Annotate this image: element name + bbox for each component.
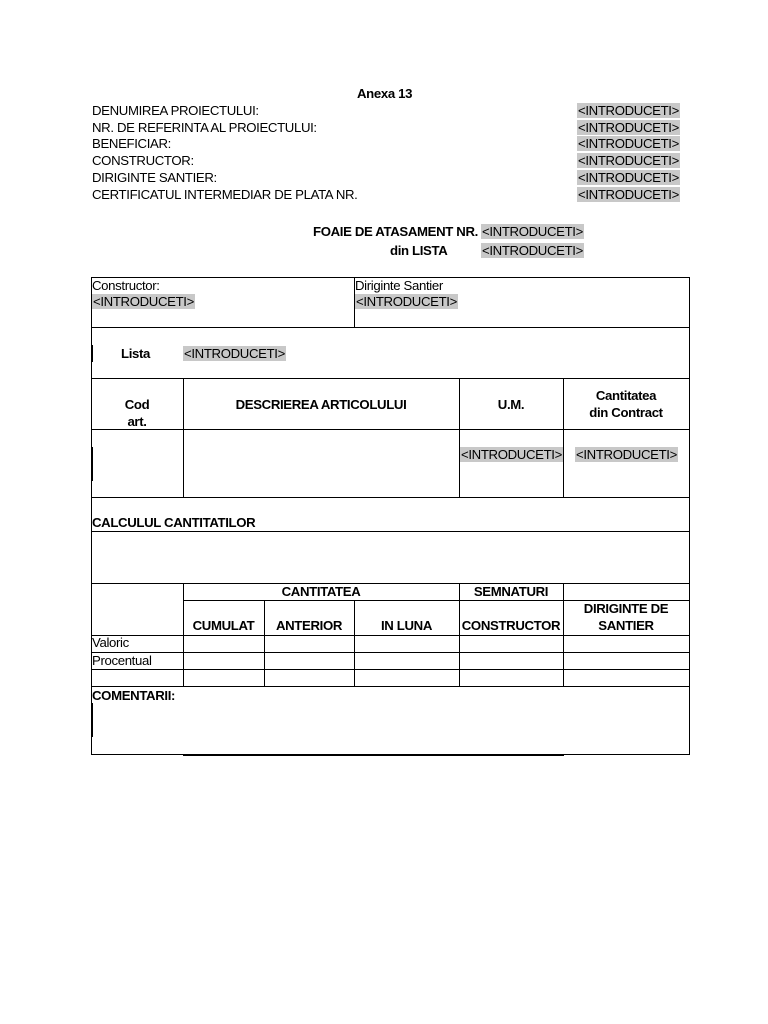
col-header-cantitate: Cantitatea xyxy=(595,388,657,403)
comentarii-label: COMENTARII: xyxy=(92,688,176,703)
table-accent-line xyxy=(92,345,93,362)
diriginte-col-header: DIRIGINTE DE xyxy=(583,601,669,616)
header-label-certificat: CERTIFICATUL INTERMEDIAR DE PLATA NR. xyxy=(92,187,358,202)
table-divider xyxy=(91,327,690,328)
table-divider xyxy=(91,635,690,636)
col-header-descriere: DESCRIEREA ARTICOLULUI xyxy=(235,397,407,412)
header-value-referinta[interactable]: <INTRODUCETI> xyxy=(578,120,679,135)
header-label-diriginte: DIRIGINTE SANTIER: xyxy=(92,170,217,185)
row-label-procentual: Procentual xyxy=(92,653,152,668)
table-column-line xyxy=(354,600,355,686)
table-column-line xyxy=(183,583,184,686)
header-label-referinta: NR. DE REFERINTA AL PROIECTULUI: xyxy=(92,120,317,135)
table-column-line xyxy=(563,583,564,686)
header-value-denumire[interactable]: <INTRODUCETI> xyxy=(578,103,679,118)
table-border-right xyxy=(689,277,690,754)
header-value-diriginte[interactable]: <INTRODUCETI> xyxy=(578,170,679,185)
sheet-title-label: FOAIE DE ATASAMENT NR. xyxy=(313,224,478,239)
anterior-header: ANTERIOR xyxy=(275,618,343,633)
diriginte-value[interactable]: <INTRODUCETI> xyxy=(356,294,457,309)
um-value[interactable]: <INTRODUCETI> xyxy=(461,447,562,462)
sheet-title-value[interactable]: <INTRODUCETI> xyxy=(482,224,583,239)
sheet-list-label: din LISTA xyxy=(390,243,448,258)
table-divider xyxy=(91,497,690,498)
sheet-list-value[interactable]: <INTRODUCETI> xyxy=(482,243,583,258)
constructor-label: Constructor: xyxy=(92,278,160,293)
col-header-art: art. xyxy=(127,414,147,429)
header-label-beneficiar: BENEFICIAR: xyxy=(92,136,171,151)
col-header-um: U.M. xyxy=(497,397,525,412)
header-label-denumire: DENUMIREA PROIECTULUI: xyxy=(92,103,259,118)
lista-value[interactable]: <INTRODUCETI> xyxy=(184,346,285,361)
semnaturi-header: SEMNATURI xyxy=(473,584,549,599)
table-divider xyxy=(91,652,690,653)
table-column-line xyxy=(183,378,184,497)
constructor-col-header: CONSTRUCTOR xyxy=(461,618,561,633)
cantitate-value[interactable]: <INTRODUCETI> xyxy=(576,447,677,462)
diriginte-label: Diriginte Santier xyxy=(355,278,443,293)
col-header-contract: din Contract xyxy=(589,405,663,420)
table-column-line xyxy=(264,600,265,686)
in-luna-header: IN LUNA xyxy=(380,618,433,633)
constructor-value[interactable]: <INTRODUCETI> xyxy=(93,294,194,309)
header-value-beneficiar[interactable]: <INTRODUCETI> xyxy=(578,136,679,151)
row-label-valoric: Valoric xyxy=(92,635,129,650)
cantitatea-header: CANTITATEA xyxy=(281,584,361,599)
header-value-certificat[interactable]: <INTRODUCETI> xyxy=(578,187,679,202)
header-label-constructor: CONSTRUCTOR: xyxy=(92,153,194,168)
diriginte-col-header-2: SANTIER xyxy=(598,618,654,633)
table-divider xyxy=(91,531,690,532)
table-column-line xyxy=(459,378,460,497)
lista-label: Lista xyxy=(121,346,151,361)
table-divider xyxy=(91,669,690,670)
calcul-cantitatilor-label: CALCULUL CANTITATILOR xyxy=(92,515,256,530)
table-border-bottom-inner xyxy=(183,755,564,756)
header-value-constructor[interactable]: <INTRODUCETI> xyxy=(578,153,679,168)
table-accent-line xyxy=(92,703,93,737)
table-divider xyxy=(91,429,690,430)
page-title: Anexa 13 xyxy=(357,86,413,101)
col-header-cod: Cod xyxy=(124,397,150,412)
table-divider xyxy=(91,378,690,379)
table-accent-line xyxy=(92,447,93,481)
table-divider xyxy=(91,583,690,584)
table-divider xyxy=(91,686,690,687)
cumulat-header: CUMULAT xyxy=(192,618,255,633)
